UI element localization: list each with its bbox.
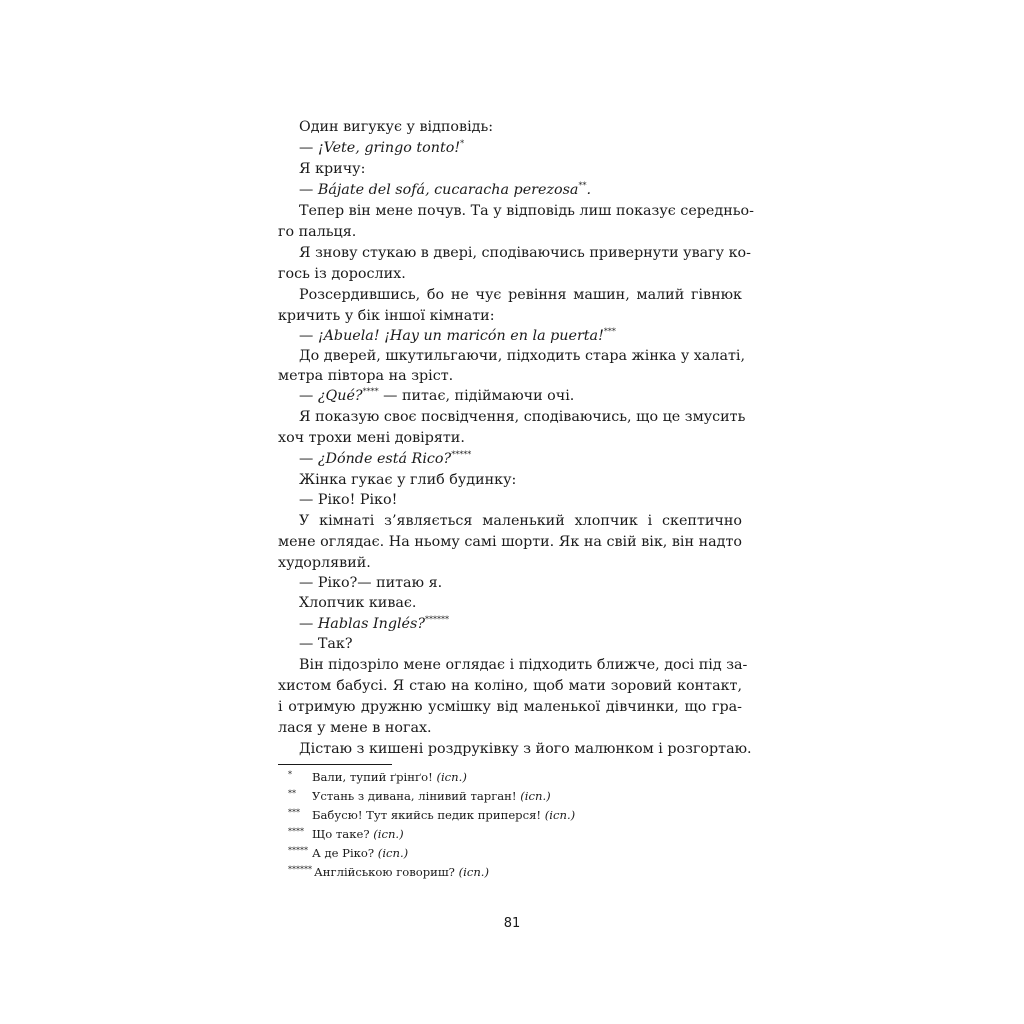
footnote: * Вали, тупий ґрінґо! (ісп.)	[288, 770, 467, 784]
text-line: худорлявий.	[278, 555, 371, 571]
dialogue-line	[278, 180, 742, 200]
dialogue-line	[278, 614, 742, 634]
footnote-mark: *****	[451, 450, 472, 459]
text-line: Жінка гукає у глиб будинку:	[299, 472, 517, 488]
text-line: кричить у бік іншої кімнати:	[278, 308, 495, 324]
spanish-quote: ¿Dónde está Rico?	[317, 451, 452, 467]
text-line: Він підозріло мене оглядає і підходить ближче, досі під за-	[299, 657, 748, 673]
text-line: гось із дорослих.	[278, 266, 406, 282]
footnote-mark: ****	[362, 387, 379, 396]
dialogue-line	[278, 326, 742, 346]
spanish-quote: Bájate del sofá, cucaracha perezosa	[317, 182, 579, 198]
text-line: У кімнаті з’являється маленький хлопчик і скептично	[299, 513, 742, 529]
text-line: хистом бабусі. Я стаю на коліно, щоб мати зоровий контакт,	[278, 678, 742, 694]
dash: —	[299, 388, 318, 404]
footnote: ****** Англійською говориш? (ісп.)	[288, 865, 489, 879]
text-line: — Ріко?— питаю я.	[299, 575, 443, 591]
text-line: Один вигукує у відповідь:	[299, 119, 494, 135]
footnote-lang: (ісп.)	[373, 827, 404, 841]
text-line: Розсердившись, бо не чує ревіння машин, малий гівнюк	[299, 287, 742, 303]
text-line: — Так?	[299, 636, 353, 652]
text-line: Я кричу:	[299, 161, 366, 177]
dialogue-line	[278, 386, 742, 406]
footnote-lang: (ісп.)	[377, 846, 409, 860]
text-line: Тепер він мене почув. Та у відповідь лиш показує середньо-	[299, 203, 754, 219]
spanish-quote: ¡Abuela! ¡Hay un maricón en la puerta!	[317, 328, 604, 344]
footnote-lang: (ісп.)	[458, 865, 489, 879]
dash: —	[299, 328, 318, 344]
narration: — питає, підіймаючи очі.	[378, 388, 575, 404]
dash: —	[299, 451, 318, 467]
spanish-quote: ¡Vete, gringo tonto!	[317, 140, 461, 156]
footnote-divider	[278, 764, 392, 765]
footnote-text: Англійською говориш?	[314, 865, 459, 879]
text-line: го пальця.	[278, 224, 357, 240]
text-line: лася у мене в ногах.	[278, 720, 432, 736]
dialogue-line	[278, 138, 742, 158]
text-line: Хлопчик киває.	[299, 595, 417, 611]
footnote: ** Устань з дивана, лінивий тарган! (ісп.)	[288, 789, 551, 803]
text-line: хоч трохи мені довіряти.	[278, 430, 465, 446]
dialogue-line	[278, 449, 742, 469]
text-line: Я показую своє посвідчення, сподіваючись, що це змусить	[299, 409, 746, 425]
text-line: мене оглядає. На ньому самі шорти. Як на свій вік, він надто	[278, 534, 742, 550]
footnote-lang: (ісп.)	[544, 808, 576, 822]
spanish-quote: Hablas Inglés?	[317, 616, 426, 632]
text-line: і отримую дружню усмішку від маленької дівчинки, що гра-	[278, 699, 742, 715]
footnote: *** Бабусю! Тут якийсь педик приперся! (ісп.)	[288, 808, 576, 822]
text-line: До дверей, шкутильгаючи, підходить стара жінка у халаті,	[299, 348, 746, 364]
footnote-mark: *	[460, 139, 465, 148]
footnote-text: Вали, тупий ґрінґо!	[312, 770, 437, 784]
text-line: метра півтора на зріст.	[278, 368, 454, 384]
footnote-mark: ******	[425, 615, 450, 624]
footnote-mark: **	[578, 181, 587, 190]
footnote-mark: ***	[603, 327, 616, 336]
dash: —	[299, 616, 318, 632]
footnote-text: Що таке?	[312, 827, 374, 841]
footnote: **** Що таке? (ісп.)	[288, 827, 404, 841]
footnote-text: Бабусю! Тут якийсь педик приперся!	[312, 808, 545, 822]
footnote-text: А де Ріко?	[312, 846, 378, 860]
dash: —	[299, 140, 318, 156]
footnote: ***** А де Ріко? (ісп.)	[288, 846, 409, 860]
footnote-text: Устань з дивана, лінивий тарган!	[312, 789, 521, 803]
dash: —	[299, 182, 318, 198]
footnote-lang: (ісп.)	[436, 770, 467, 784]
text-line: — Ріко! Ріко!	[299, 492, 398, 508]
period: .	[586, 182, 592, 198]
spanish-quote: ¿Qué?	[317, 388, 363, 404]
text-line: Дістаю з кишені роздруківку з його малюнком і розгортаю.	[299, 741, 752, 757]
text-line: Я знову стукаю в двері, сподіваючись привернути увагу ко-	[299, 245, 751, 261]
page-number: 81	[503, 916, 521, 931]
footnote-lang: (ісп.)	[520, 789, 551, 803]
